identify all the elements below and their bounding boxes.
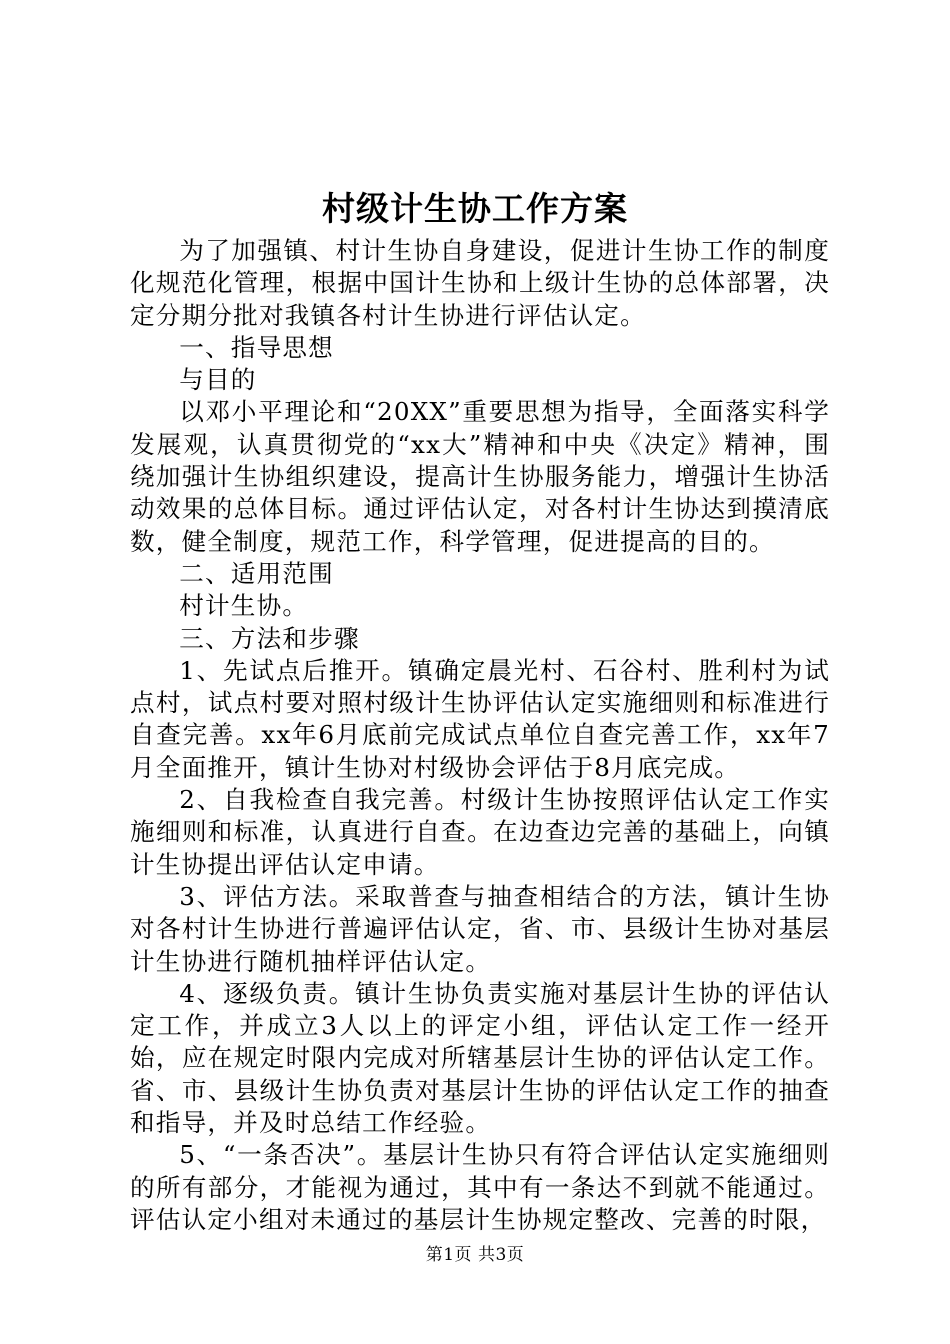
page-footer: 第1页 共3页 xyxy=(425,1245,525,1265)
method-step-2: 2、自我检查自我完善。村级计生协按照评估认定工作实施细则和标准，认真进行自查。在边查边完善的基础上，向镇计生协提出评估认定申请。 xyxy=(130,785,830,879)
section-heading-purpose: 与目的 xyxy=(179,365,257,395)
guiding-thought-paragraph: 以邓小平理论和“20XX”重要思想为指导，全面落实科学发展观，认真贯彻党的“xx大”精神和中央《决定》精神，围绕加强计生协组织建设，提高计生协服务能力，增强计生协活动效果的总体目标。通过评估认定，对各村计生协达到摸清底数，健全制度，规范工作，科学管理，促进提高的目的。 xyxy=(130,397,830,556)
document-body xyxy=(130,235,830,1236)
method-step-1: 1、先试点后推开。镇确定晨光村、石谷村、胜利村为试点村，试点村要对照村级计生协评估认定实施细则和标准进行自查完善。xx年6月底前完成试点单位自查完善工作，xx年7月全面推开，镇计生协对村级协会评估于8月底完成。 xyxy=(130,655,830,782)
method-step-3: 3、评估方法。采取普查与抽查相结合的方法，镇计生协对各村计生协进行普遍评估认定，省、市、县级计生协对基层计生协进行随机抽样评估认定。 xyxy=(130,881,830,976)
section-heading-methods: 三、方法和步骤 xyxy=(179,623,360,653)
method-step-5: 5、“一条否决”。基层计生协只有符合评估认定实施细则的所有部分，才能视为通过，其中有一条达不到就不能通过。评估认定小组对未通过的基层计生协规定整改、完善的时限， xyxy=(130,1140,830,1234)
method-step-4: 4、逐级负责。镇计生协负责实施对基层计生协的评估认定工作，并成立3人以上的评定小组，评估认定工作一经开始，应在规定时限内完成对所辖基层计生协的评估认定工作。省、市、县级计生协负责对基层计生协的评估认定工作的抽查和指导，并及时总结工作经验。 xyxy=(130,978,830,1138)
scope-paragraph: 村计生协。 xyxy=(179,591,309,621)
intro-paragraph: 为了加强镇、村计生协自身建设，促进计生协工作的制度化规范化管理，根据中国计生协和上级计生协的总体部署，决定分期分批对我镇各村计生协进行评估认定。 xyxy=(130,236,830,330)
document-title: 村级计生协工作方案 xyxy=(322,189,628,228)
section-heading-scope: 二、适用范围 xyxy=(179,558,334,588)
section-heading-guiding-thought: 一、指导思想 xyxy=(179,332,334,362)
